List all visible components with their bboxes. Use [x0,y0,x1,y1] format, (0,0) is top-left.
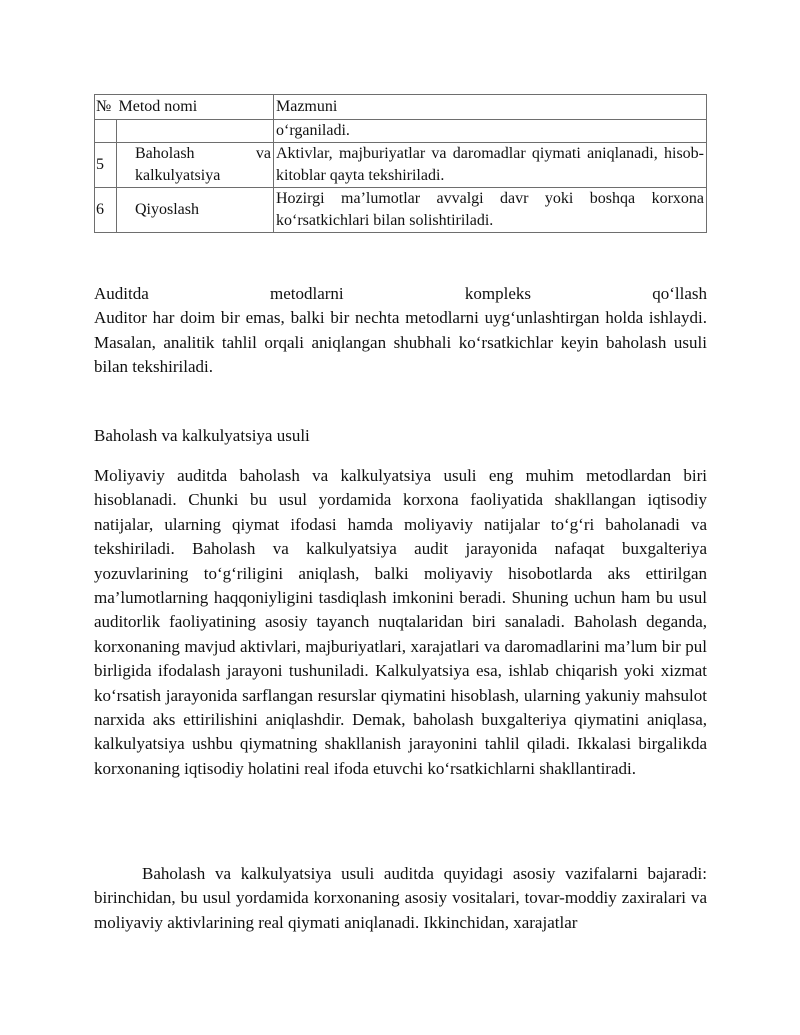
table-header-method-name: Metod nomi [117,95,274,120]
methods-table [94,94,707,233]
section-heading: Auditda metodlarni kompleks qo‘llash [94,284,707,303]
table-cell-content: Aktivlar, majburiyatlar va daromadlar qiymati aniqlanadi, hisob-kitoblar qayta tekshiriladi. [274,143,707,188]
table-cell-content: Hozirgi ma’lumotlar avvalgi davr yoki boshqa korxona ko‘rsatkichlari bilan solishtiriladi. [274,188,707,233]
section-title: Baholash va kalkulyatsiya usuli [94,426,310,445]
paragraph-tasks: Baholash va kalkulyatsiya usuli auditda quyidagi asosiy vazifalarni bajaradi: birinchidan, bu usul yordamida korxonaning asosiy vositalari, tovar-moddiy zaxiralari va moliyaviy aktivlarining real qiymati aniqlanadi. Ikkinchidan, xarajatlar [94,864,707,932]
table-header-row [95,95,707,120]
table-cell-number: 5 [95,143,117,188]
method-name-line: Baholash va [135,145,271,162]
method-name-line: kalkulyatsiya [135,167,221,184]
table-row [95,143,707,188]
table-cell-method-name [117,143,274,188]
table-header-content: Mazmuni [274,95,707,120]
table-cell-empty [117,120,274,143]
table-row [95,188,707,233]
table-cell-empty [95,120,117,143]
table-row [95,120,707,143]
number-symbol: № [96,98,112,115]
table-cell-method-name [117,188,274,233]
paragraph-valuation: Moliyaviy auditda baholash va kalkulyatsiya usuli eng muhim metodlardan biri hisoblanadi. Chunki bu usul yordamida korxona faoliyatida shakllangan iqtisodiy natijalar, ularning qiymat ifodasi hamda moliyaviy natijalar to‘g‘ri baholanadi va tekshiriladi. Baholash va kalkulyatsiya audit jarayonida nafaqat buxgalteriya yozuvlarining to‘g‘riligini aniqlash, balki moliyaviy hisobotlarda aks ettirilgan ma’lumotlarning haqqoniyligini tasdiqlash imkonini beradi. Shuning uchun ham bu usul auditorlik faoliyatining asosiy tayanch nuqtalaridan biri sanaladi. Baholash deganda, korxonaning mavjud aktivlari, majburiyatlari, xarajatlari va daromadlarini ma’lum bir pul birligida ifodalash jarayoni tushuniladi. Kalkulyatsiya esa, ishlab chiqarish yoki xizmat ko‘rsatish jarayonida sarflangan resurslar qiymatini hisoblash, ularning yakuniy mahsulot narxida aks ettirilishini aniqlashdir. Demak, baholash buxgalteriya qiymatini aniqlasa, kalkulyatsiya ushbu qiymatning shakllanish jarayonini tahlil qiladi. Ikkalasi birgalikda korxonaning iqtisodiy holatini real ifoda etuvchi ko‘rsatkichlarni shakllantiradi. [94,466,707,778]
method-name-line: Qiyoslash [135,201,199,218]
table-cell-number: 6 [95,188,117,233]
section-complex-methods [94,282,707,380]
table-header-number [95,95,117,120]
table-cell-content: o‘rganiladi. [274,120,707,143]
section-body: Auditor har doim bir emas, balki bir nechta metodlarni uyg‘unlashtirgan holda ishlaydi. Masalan, analitik tahlil orqali aniqlangan shubhali ko‘rsatkichlar keyin baholash usuli bilan tekshiriladi. [94,308,707,377]
